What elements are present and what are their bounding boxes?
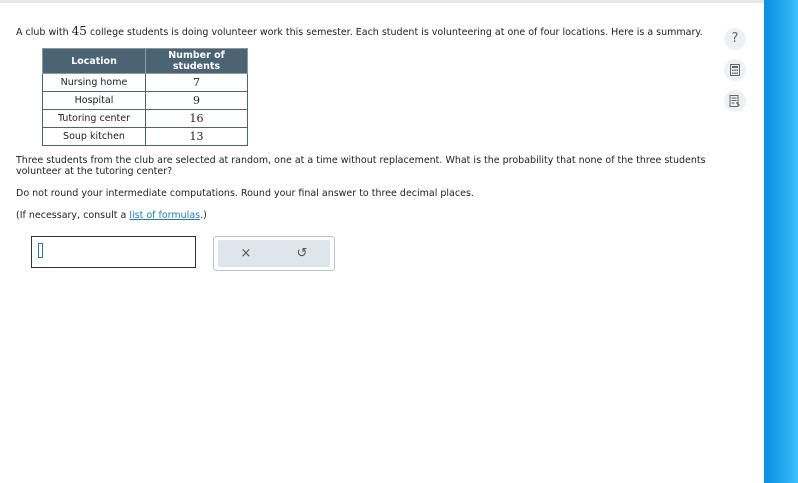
formula-note-suffix: .) <box>200 210 207 221</box>
problem-intro <box>16 24 703 40</box>
formula-note-prefix: (If necessary, consult a <box>16 210 130 221</box>
right-side-panel <box>764 0 798 483</box>
clear-button[interactable]: × <box>240 246 252 261</box>
location-cell: Hospital <box>43 92 146 110</box>
formula-note <box>16 210 207 221</box>
data-icon[interactable] <box>724 90 746 112</box>
location-cell: Nursing home <box>43 74 146 92</box>
calculator-icon-glyph <box>729 64 741 76</box>
data-icon-glyph <box>729 95 741 107</box>
list-of-formulas-link[interactable]: list of formulas <box>129 210 201 221</box>
intro-number: 45 <box>71 24 87 38</box>
answer-tools-inner <box>218 240 330 267</box>
count-cell: 13 <box>146 128 248 146</box>
table-row <box>43 110 248 128</box>
table-row <box>43 74 248 92</box>
answer-tools <box>213 236 335 271</box>
text-cursor <box>38 243 43 258</box>
header-location: Location <box>43 49 146 74</box>
calculator-icon[interactable] <box>724 59 746 81</box>
table-row <box>43 128 248 146</box>
top-divider <box>0 0 764 3</box>
location-cell: Soup kitchen <box>43 128 146 146</box>
count-cell: 16 <box>146 110 248 128</box>
intro-text-start: A club with <box>16 27 69 38</box>
location-cell: Tutoring center <box>43 110 146 128</box>
count-cell: 7 <box>146 74 248 92</box>
summary-table <box>42 48 248 146</box>
header-number-of-students: Number of students <box>146 49 248 74</box>
intro-text-end: college students is doing volunteer work this semester. Each student is volunteering at one of four locations. Here is a summary. <box>89 27 703 38</box>
help-icon[interactable]: ? <box>724 28 746 50</box>
count-cell: 9 <box>146 92 248 110</box>
answer-input[interactable] <box>31 236 196 268</box>
rounding-instruction: Do not round your intermediate computations. Round your final answer to three decimal places. <box>16 188 474 199</box>
question-text: Three students from the club are selected at random, one at a time without replacement. What is the probability that none of the three students volunteer at the tutoring center? <box>16 155 706 177</box>
table-row <box>43 92 248 110</box>
undo-button[interactable]: ↺ <box>296 246 308 261</box>
